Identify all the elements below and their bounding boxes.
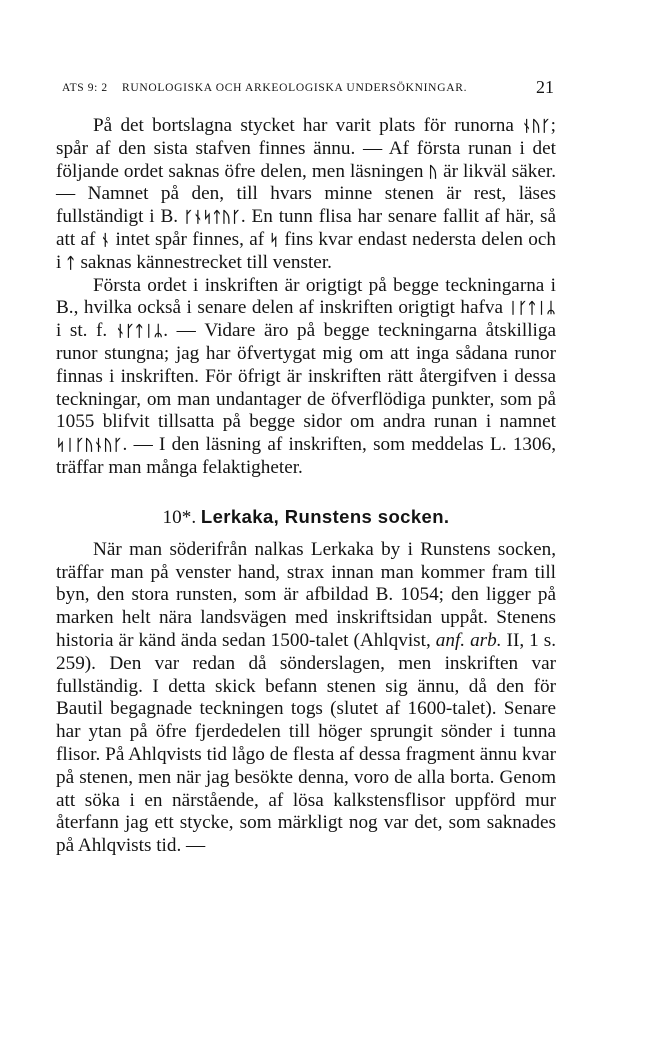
series-label: ATS 9: 2 [62,82,108,94]
rune-sequence: ᚾᚢᚴ [522,117,551,135]
paragraph-3 [56,539,556,858]
rune-sequence: ᚾᚴᛏᛁᛦ [115,322,164,341]
text-run: är likväl säker. — Namnet på den, till hvars minne stenen är rest, läses fullständigt i B. [56,160,556,228]
text-run: i st. f. [56,320,116,342]
text-run: saknas kännestrecket till venster. [75,251,332,273]
text-run: . — I den läsning af inskriften, som meddelas L. 1306, träffar man många felaktigheter. [56,434,556,478]
rune-sequence: ᚴᚾᛋᛏᚢᚴ [183,208,241,227]
rune-sequence: ᚢ [428,162,439,181]
rune-sequence: ᛏ [66,253,76,272]
italic-citation: anf. arb. [435,629,502,651]
rune-sequence: ᛋᛁᚴᚢᚾᚢᚴ [56,436,123,455]
section-number: 10*. [162,506,197,528]
section-title: Lerkaka, Runstens socken. [200,505,450,527]
text-run: intet spår finnes, af [110,228,270,250]
text-run: II, 1 s. 259). Den var redan då sönderslagen, men inskriften var fullständig. I detta skick befann stenen sig ännu, då den för Bautil begagnade teckningen togs (slutet af 1600-talet). Senare har ytan på öfre fjerdedelen till höger sprungit sönder i tunna flisor. På Ahlqvists tid lågo de flesta af dessa fragment ännu kvar på stenen, men när jag besökte denna, voro de alla borta. Genom att söka i en närstående, af lösa kalkstensflisor uppförd mur återfann jag ett stycke, som märkligt nog var det, som saknades på Ahlqvists tid. — [56,629,556,857]
paragraph-1 [56,115,556,275]
paragraph-2 [56,275,556,480]
rune-sequence: ᛁᚴᛏᛁᛦ [508,299,556,318]
page-number: 21 [536,77,554,97]
text-run: ; spår af den sista stafven finnes ännu. — Af första runan i det följande ordet saknas öfre delen, men läsningen [56,115,556,182]
text-run: . — Vidare äro på begge teckningarna åtskilliga runor stungna; jag har öfvertygat mig om att inga sådana runor finnas i inskriften. För öfrigt är inskriften rätt återgifven i dessa teckningar, om man undantager de öfverflödiga punkter, som på 1055 blifvit tillsatta på begge sidor om andra runan i namnet [56,320,556,433]
rune-sequence: ᚾ [100,230,111,249]
running-title: RUNOLOGISKA OCH ARKEOLOGISKA UNDERSÖKNINGAR. [122,82,468,94]
text-run: På det bortslagna stycket har varit plats för runorna [93,115,523,136]
text-run: När man söderifrån nalkas Lerkaka by i Runstens socken, träffar man på venster hand, strax innan man kommer fram till byn, den stora runsten, som är afbildad B. 1054; den ligger på marken helt nära landsvägen med inskriftsidan uppåt. Stenens historia är känd ända sedan 1500-talet (Ahlqvist, [56,538,556,651]
section-heading [56,505,556,530]
text-run: . En tunn flisa har senare fallit af här, så att af [56,206,556,250]
rune-sequence: ᛋ [269,230,280,249]
text-run: Första ordet i inskriften är origtigt på begge teckningarna i B., hvilka också i senare delen af inskriften origtigt hafva [56,274,556,319]
body-text [56,115,556,858]
text-run: fins kvar endast nedersta delen och i [56,228,556,273]
page-header [62,77,554,100]
